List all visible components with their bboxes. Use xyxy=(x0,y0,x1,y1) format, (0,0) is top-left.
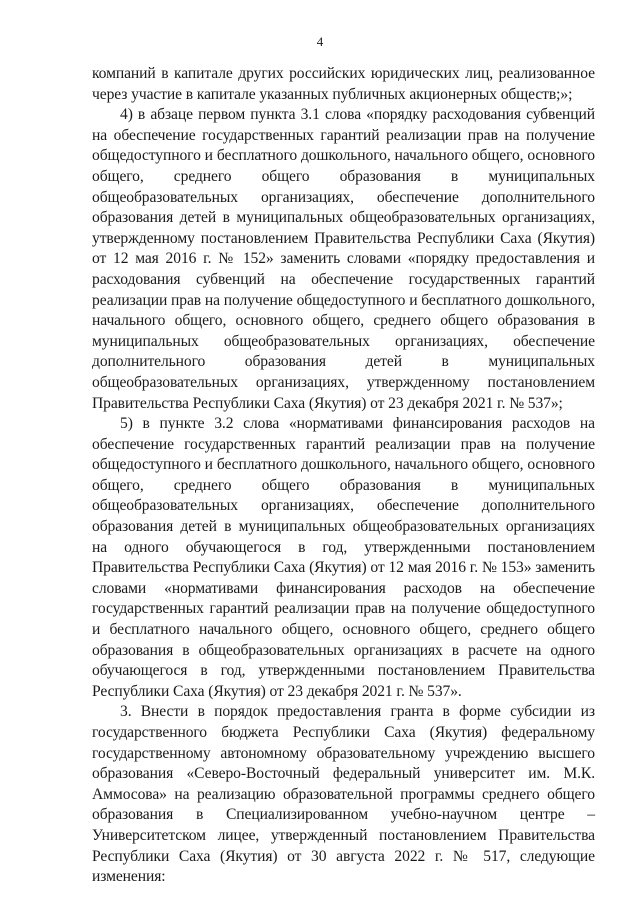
paragraph-section-3: 3. Внести в порядок предоставления гранта в форме субсидии из государственного бюджета Республики Саха (Якутия) федеральному государственному автономному образовательному учреждению высшего образования «Северо-Восточный федеральный университет им. М.К. Аммосова» на реализацию образовательной программы среднего общего образования в Специализированном учебно-научном центре – Университетском лицее, утвержденный постановлением Правительства Республики Саха (Якутия) от 30 августа 2022 г. № 517, следующие изменения: xyxy=(92,703,595,886)
document-body xyxy=(92,64,595,888)
page-number: 4 xyxy=(316,34,324,49)
paragraph-continuation: компаний в капитале других российских юридических лиц, реализованное через участие в капитале указанных публичных акционерных обществ;»; xyxy=(92,65,595,103)
paragraph-item-5: 5) в пункте 3.2 слова «нормативами финансирования расходов на обеспечение государственных гарантий реализации прав на получение общедоступного и бесплатного дошкольного, начального общего, основного общего, среднего общего образования в муниципальных общеобразовательных организациях, обеспечение дополнительного образования детей в муниципальных общеобразовательных организациях на одного обучающегося в год, утвержденными постановлением Правительства Республики Саха (Якутия) от 12 мая 2016 г. № 153» заменить словами «нормативами финансирования расходов на обеспечение государственных гарантий реализации прав на получение общедоступного и бесплатного начального общего, основного общего, среднего общего образования в общеобразовательных организациях в расчете на одного обучающегося в год, утвержденными постановлением Правительства Республики Саха (Якутия) от 23 декабря 2021 г. № 537». xyxy=(92,415,595,700)
paragraph-item-4: 4) в абзаце первом пункта 3.1 слова «порядку расходования субвенций на обеспечение государственных гарантий реализации прав на получение общедоступного и бесплатного дошкольного, начального общего, основного общего, среднего общего образования в муниципальных общеобразовательных организациях, обеспечение дополнительного образования детей в муниципальных общеобразовательных организациях, утвержденному постановлением Правительства Республики Саха (Якутия) от 12 мая 2016 г. № 152» заменить словами «порядку предоставления и расходования субвенций на обеспечение государственных гарантий реализации прав на получение общедоступного и бесплатного дошкольного, начального общего, основного общего, среднего общего образования в муниципальных общеобразовательных организациях, обеспечение дополнительного образования детей в муниципальных общеобразовательных организациях, утвержденному постановлением Правительства Республики Саха (Якутия) от 23 декабря 2021 г. № 537»; xyxy=(92,106,595,412)
